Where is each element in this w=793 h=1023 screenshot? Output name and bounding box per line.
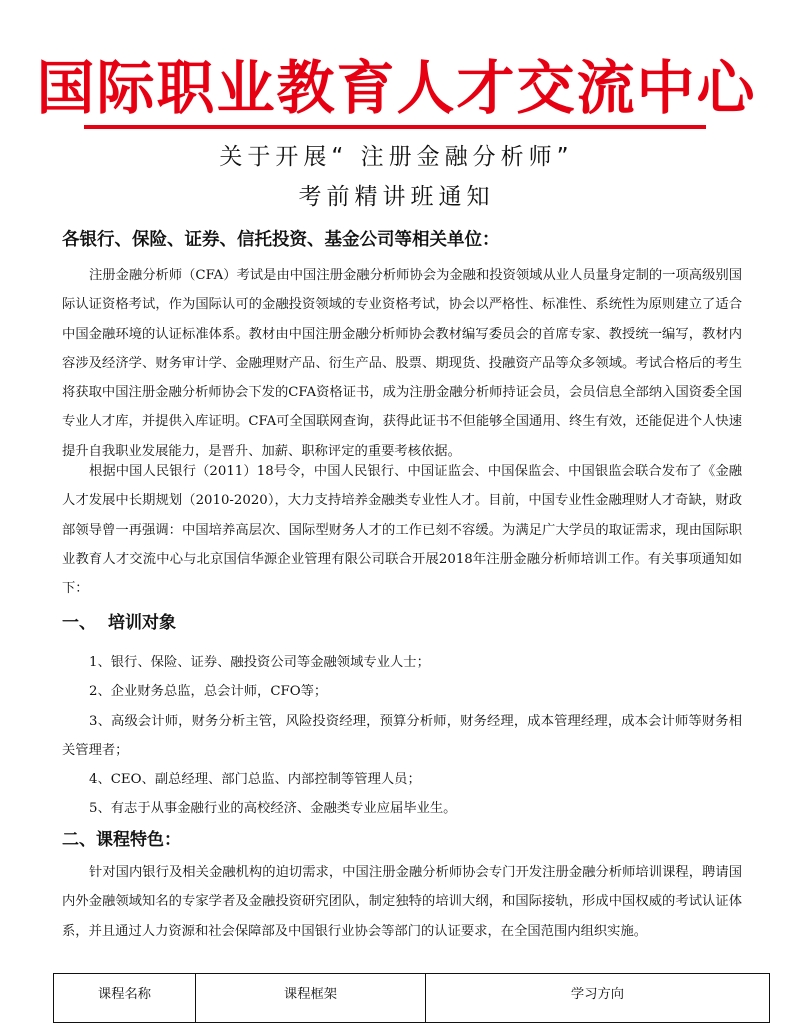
section-heading-training-audience [62,609,176,637]
list-item: 5、有志于从事金融行业的高校经济、金融类专业应届毕业生。 [89,801,457,817]
list-item: 4、CEO、副总经理、部门总监、内部控制等管理人员； [89,772,421,788]
section-number: 一、 [62,613,96,633]
course-table [53,973,770,1023]
audience-list [62,648,742,824]
title-underline-rule [84,125,706,129]
recipients-salutation: 各银行、保险、证券、信托投资、基金公司等相关单位： [62,230,500,250]
table-header-course-framework: 课程框架 [196,974,426,1023]
organization-title: 国际职业教育人才交流中心 [36,54,757,122]
intro-paragraph-2: 根据中国人民银行（2011）18号令，中国人民银行、中国证监会、中国保监会、中国银监会联合发布了《金融人才发展中长期规划（2010-2020），大力支持培养金融类专业性人才。目前，中国专业性金融理财人才奇缺，财政部领导曾一再强调：中国培养高层次、国际型财务人才的工作已刻不容缓。为满足广大学员的取证需求，现由国际职业教育人才交流中心与北京国信华源企业管理有限公司联合开展2018年注册金融分析师培训工作。有关事项通知如下： [62,464,742,597]
notice-subtitle-line1: 关于开展“ 注册金融分析师” [219,144,574,170]
list-item: 3、高级会计师，财务分析主管，风险投资经理，预算分析师，财务经理，成本管理经理，成本会计师等财务相关管理者； [62,713,742,758]
intro-paragraph-1: 注册金融分析师（CFA）考试是由中国注册金融分析师协会为金融和投资领域从业人员量身定制的一项高级别国际认证资格考试，作为国际认可的金融投资领域的专业资格考试，协会以严格性、标准性、系统性为原则建立了适合中国金融环境的认证标准体系。教材由中国注册金融分析师协会教材编写委员会的首席专家、教授统一编写，教材内容涉及经济学、财务审计学、金融理财产品、衍生产品、股票、期现货、投融资产品等众多领域。考试合格后的考生将获取中国注册金融分析师协会下发的CFA资格证书，成为注册金融分析师持证会员，会员信息全部纳入国资委全国专业人才库，并提供入库证明。CFA可全国联网查询，获得此证书不但能够全国通用、终生有效，还能促进个人快速提升自我职业发展能力，是晋升、加薪、职称评定的重要考核依据。 [62,268,742,459]
section-heading-course-features: 二、课程特色： [62,830,181,850]
notice-subtitle-line2: 考前精讲班通知 [298,184,495,210]
table-header-row [54,974,770,1023]
list-item: 2、企业财务总监，总会计师，CFO等； [89,684,328,700]
table-header-learning-direction: 学习方向 [426,974,770,1023]
section-title: 培训对象 [108,613,176,633]
table-header-course-name: 课程名称 [54,974,196,1023]
course-features-paragraph: 针对国内银行及相关金融机构的迫切需求，中国注册金融分析师协会专门开发注册金融分析师培训课程，聘请国内外金融领域知名的专家学者及金融投资研究团队，制定独特的培训大纲，和国际接轨，形成中国权威的考试认证体系，并且通过人力资源和社会保障部及中国银行业协会等部门的认证要求，在全国范围内组织实施。 [62,865,742,939]
list-item: 1、银行、保险、证券、融投资公司等金融领域专业人士； [89,655,430,670]
